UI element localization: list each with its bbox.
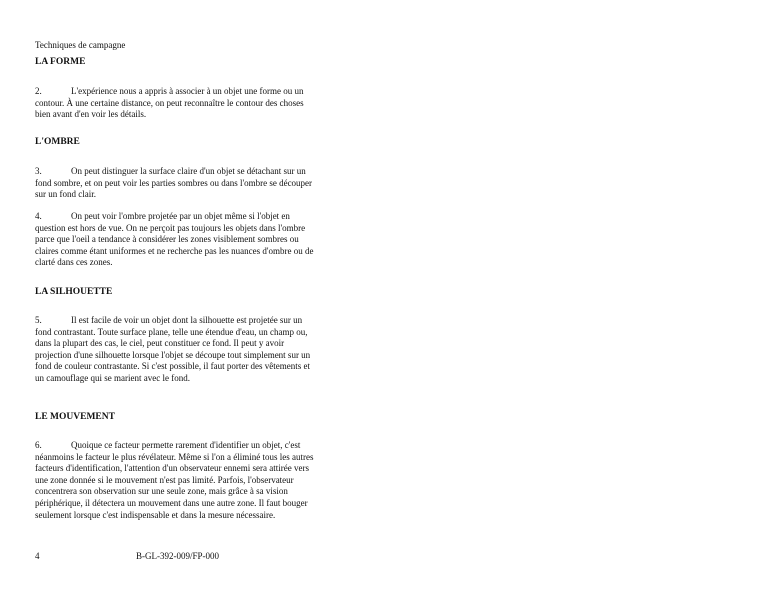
paragraph-number: 5. bbox=[35, 315, 42, 325]
paragraph-2 bbox=[35, 86, 320, 121]
paragraph-5 bbox=[35, 315, 320, 385]
section-heading-silhouette: LA SILHOUETTE bbox=[35, 287, 113, 297]
paragraph-number: 4. bbox=[35, 211, 42, 221]
paragraph-number: 2. bbox=[35, 86, 42, 96]
section-heading-ombre: L'OMBRE bbox=[35, 137, 80, 147]
paragraph-4 bbox=[35, 211, 320, 269]
section-heading-forme: LA FORME bbox=[35, 57, 86, 67]
paragraph-3 bbox=[35, 166, 320, 201]
section-heading-mouvement: LE MOUVEMENT bbox=[35, 412, 115, 422]
paragraph-text: On peut voir l'ombre projetée par un objet même si l'objet en question est hors de vue. On ne perçoit pas toujours les objets dans l'ombre parce que l'oeil a tendance à considérer les zones visiblement sombres ou claires comme étant uniformes et ne recherche pas les nuances d'ombre ou de clarté dans ces zones. bbox=[35, 211, 314, 268]
paragraph-6 bbox=[35, 440, 320, 521]
paragraph-text: On peut distinguer la surface claire d'un objet se détachant sur un fond sombre, et on peut voir les parties sombres ou dans l'ombre se découper sur un fond clair. bbox=[35, 166, 313, 200]
paragraph-text: L'expérience nous a appris à associer à un objet une forme ou un contour. À une certaine distance, on peut reconnaître le contour des choses bien avant d'en voir les détails. bbox=[35, 86, 304, 120]
paragraph-text: Il est facile de voir un objet dont la silhouette est projetée sur un fond contrastant. Toute surface plane, telle une étendue d'eau, un champ ou, dans la plupart des cas, le ciel, peut constituer ce fond. Il peut y avoir projection d'une silhouette lorsque l'objet se découpe tout simplement sur un fond de couleur contrastante. Si c'est possible, il faut porter des vêtements et un camouflage qui se marient avec le fond. bbox=[35, 315, 311, 383]
page-number: 4 bbox=[35, 551, 40, 561]
running-header: Techniques de campagne bbox=[35, 40, 126, 50]
paragraph-text: Quoique ce facteur permette rarement d'identifier un objet, c'est néanmoins le facteur le plus révélateur. Même si l'on a éliminé tous les autres facteurs d'identification, l'attention d'un observateur ennemi sera attirée vers une zone donnée si le mouvement n'est pas limité. Parfois, l'observateur concentrera son observation sur une seule zone, mais grâce à sa vision périphérique, il détectera un mouvement dans une autre zone. Il faut bouger seulement lorsque c'est indispensable et dans la mesure nécessaire. bbox=[35, 440, 314, 520]
paragraph-number: 3. bbox=[35, 166, 42, 176]
paragraph-number: 6. bbox=[35, 440, 42, 450]
document-code: B-GL-392-009/FP-000 bbox=[136, 551, 219, 561]
